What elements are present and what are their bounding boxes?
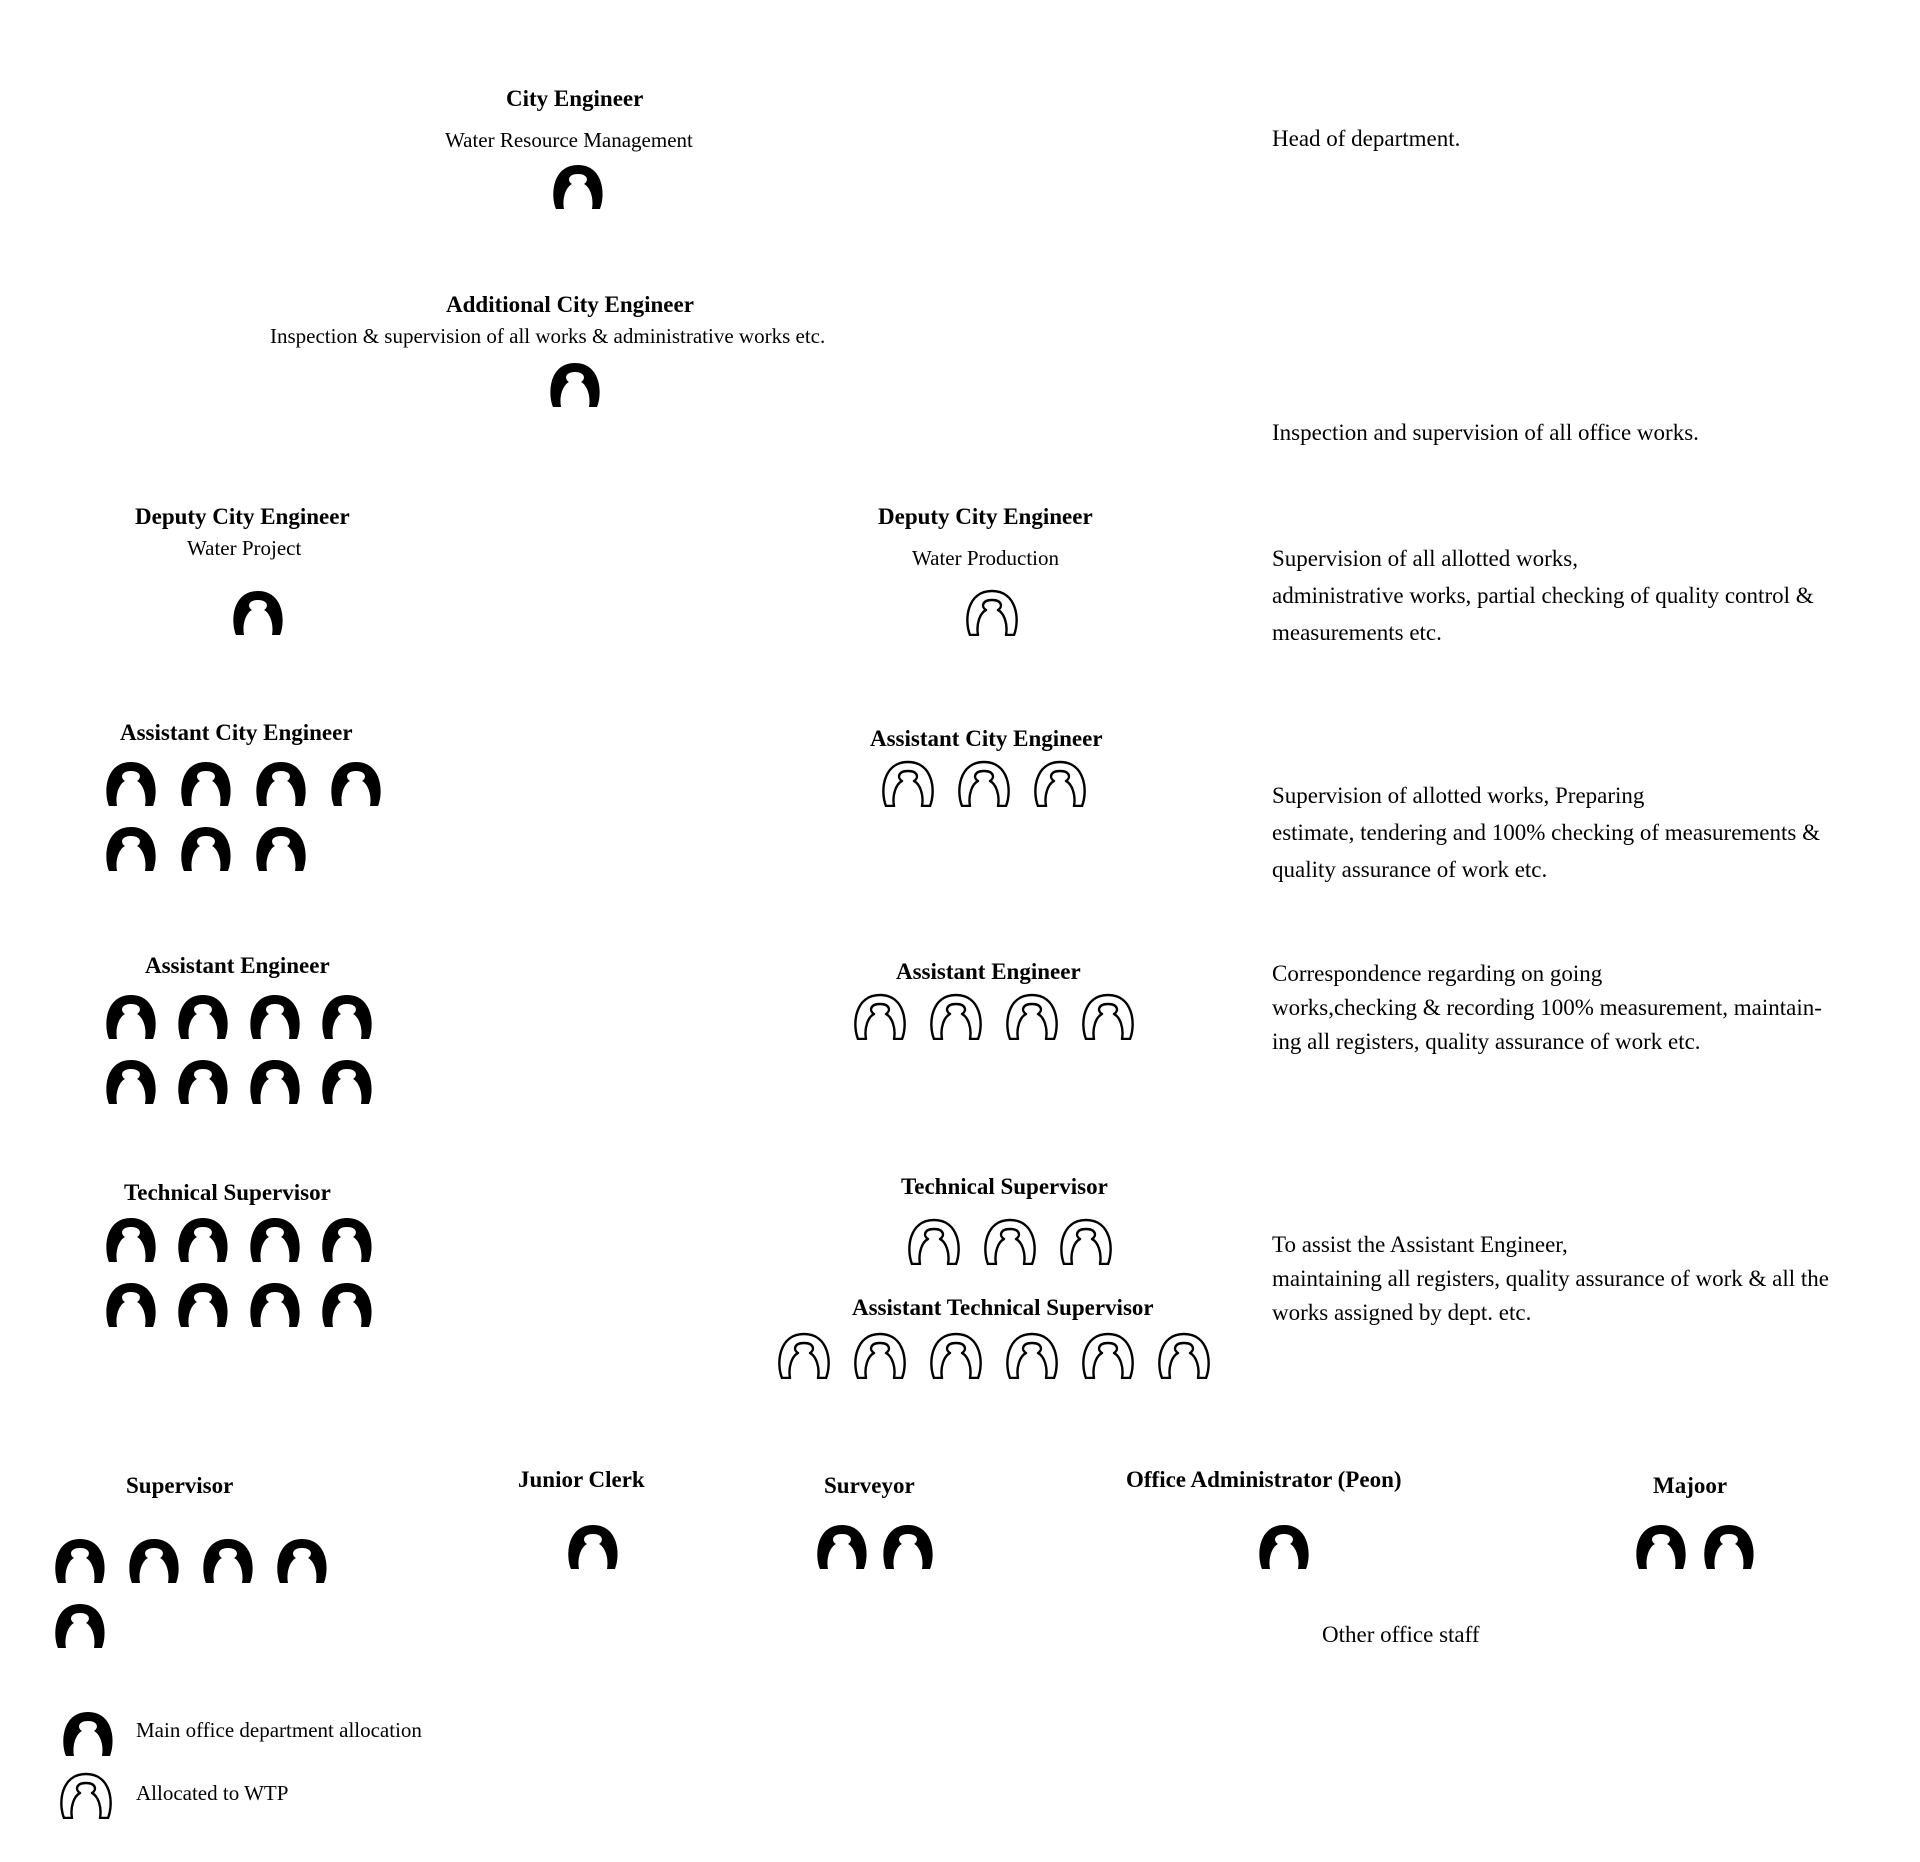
person-wtp-icon	[1004, 1331, 1060, 1379]
person-wtp-icon	[928, 1331, 984, 1379]
person-main-office-icon	[52, 1601, 108, 1649]
role-sub-city-engineer: Water Resource Management	[445, 128, 693, 152]
desc-line: Supervision of all allotted works,	[1272, 546, 1578, 571]
desc-assistant-city-engineer	[1272, 777, 1892, 888]
person-wtp-icon	[852, 992, 908, 1040]
role-title-ts-wtp: Technical Supervisor	[901, 1174, 1108, 1199]
person-main-office-icon	[1633, 1522, 1689, 1570]
legend-wtp-icon	[58, 1771, 114, 1819]
legend-wtp-label: Allocated to WTP	[136, 1781, 289, 1805]
person-main-office-icon	[1256, 1522, 1312, 1570]
role-title-deputy-project: Deputy City Engineer	[135, 504, 350, 529]
person-main-office-icon	[565, 1522, 621, 1570]
role-title-ats-wtp: Assistant Technical Supervisor	[852, 1295, 1154, 1320]
role-title-ace-main: Assistant City Engineer	[120, 720, 353, 745]
person-main-office-icon	[247, 1057, 303, 1105]
person-main-office-icon	[547, 360, 603, 408]
legend-main-icon	[60, 1709, 116, 1757]
person-wtp-icon	[852, 1331, 908, 1379]
desc-assistant-engineer	[1272, 957, 1892, 1059]
person-main-office-icon	[103, 1280, 159, 1328]
person-main-office-icon	[178, 824, 234, 872]
person-main-office-icon	[175, 1057, 231, 1105]
person-main-office-icon	[175, 992, 231, 1040]
person-wtp-icon	[982, 1217, 1038, 1265]
person-main-office-icon	[126, 1536, 182, 1584]
person-wtp-icon	[928, 992, 984, 1040]
role-title-supervisor: Supervisor	[126, 1473, 234, 1498]
role-sub-additional-city-engineer: Inspection & supervision of all works & administrative works etc.	[270, 324, 826, 348]
person-main-office-icon	[319, 1215, 375, 1263]
person-wtp-icon	[1080, 992, 1136, 1040]
desc-line: Supervision of allotted works, Preparing	[1272, 783, 1645, 808]
role-title-city-engineer: City Engineer	[506, 86, 644, 111]
person-wtp-icon	[776, 1331, 832, 1379]
role-title-ae-main: Assistant Engineer	[145, 953, 330, 978]
role-title-surveyor: Surveyor	[824, 1473, 915, 1498]
person-main-office-icon	[52, 1536, 108, 1584]
person-wtp-icon	[906, 1217, 962, 1265]
desc-line: Inspection and supervision of all office works.	[1272, 420, 1699, 445]
person-main-office-icon	[274, 1536, 330, 1584]
desc-line: works assigned by dept. etc.	[1272, 1300, 1532, 1325]
person-main-office-icon	[1701, 1522, 1757, 1570]
desc-line: works,checking & recording 100% measurement, maintain-	[1272, 995, 1822, 1020]
desc-line: measurements etc.	[1272, 620, 1442, 645]
person-wtp-icon	[1058, 1217, 1114, 1265]
other-office-staff-label: Other office staff	[1322, 1622, 1480, 1647]
desc-technical-supervisor	[1272, 1228, 1892, 1330]
person-wtp-icon	[1032, 759, 1088, 807]
person-main-office-icon	[247, 1215, 303, 1263]
role-sub-deputy-project: Water Project	[187, 536, 302, 560]
person-main-office-icon	[103, 1057, 159, 1105]
desc-line: administrative works, partial checking of quality control &	[1272, 583, 1814, 608]
role-sub-deputy-production: Water Production	[912, 546, 1060, 570]
person-wtp-icon	[880, 759, 936, 807]
person-wtp-icon	[1156, 1331, 1212, 1379]
person-main-office-icon	[550, 162, 606, 210]
legend-main-label: Main office department allocation	[136, 1718, 422, 1742]
desc-deputy	[1272, 540, 1892, 651]
role-title-ts-main: Technical Supervisor	[124, 1180, 331, 1205]
person-main-office-icon	[175, 1280, 231, 1328]
desc-line: ing all registers, quality assurance of work etc.	[1272, 1029, 1701, 1054]
person-main-office-icon	[319, 992, 375, 1040]
person-wtp-icon	[956, 759, 1012, 807]
desc-head-of-department	[1272, 122, 1892, 156]
role-title-junior-clerk: Junior Clerk	[518, 1467, 645, 1492]
role-title-additional-city-engineer: Additional City Engineer	[446, 292, 694, 317]
desc-line: Correspondence regarding on going	[1272, 961, 1603, 986]
person-main-office-icon	[247, 992, 303, 1040]
person-main-office-icon	[230, 588, 286, 636]
person-main-office-icon	[103, 1215, 159, 1263]
person-main-office-icon	[200, 1536, 256, 1584]
role-title-ace-wtp: Assistant City Engineer	[870, 726, 1103, 751]
person-main-office-icon	[253, 824, 309, 872]
desc-line: Head of department.	[1272, 126, 1461, 151]
person-main-office-icon	[103, 824, 159, 872]
person-main-office-icon	[319, 1280, 375, 1328]
role-title-office-admin: Office Administrator (Peon)	[1126, 1467, 1402, 1492]
desc-line: estimate, tendering and 100% checking of measurements &	[1272, 820, 1820, 845]
person-main-office-icon	[103, 992, 159, 1040]
person-main-office-icon	[814, 1522, 870, 1570]
desc-line: maintaining all registers, quality assurance of work & all the	[1272, 1266, 1829, 1291]
person-main-office-icon	[880, 1522, 936, 1570]
role-title-deputy-production: Deputy City Engineer	[878, 504, 1093, 529]
person-wtp-icon	[1004, 992, 1060, 1040]
desc-line: To assist the Assistant Engineer,	[1272, 1232, 1568, 1257]
person-main-office-icon	[328, 759, 384, 807]
person-main-office-icon	[178, 759, 234, 807]
person-main-office-icon	[253, 759, 309, 807]
person-wtp-icon	[1080, 1331, 1136, 1379]
person-wtp-icon	[964, 588, 1020, 636]
role-title-majoor: Majoor	[1653, 1473, 1728, 1498]
person-main-office-icon	[175, 1215, 231, 1263]
person-main-office-icon	[319, 1057, 375, 1105]
role-title-ae-wtp: Assistant Engineer	[896, 959, 1081, 984]
person-main-office-icon	[247, 1280, 303, 1328]
desc-line: quality assurance of work etc.	[1272, 857, 1548, 882]
desc-office-supervision	[1272, 416, 1892, 450]
person-main-office-icon	[103, 759, 159, 807]
